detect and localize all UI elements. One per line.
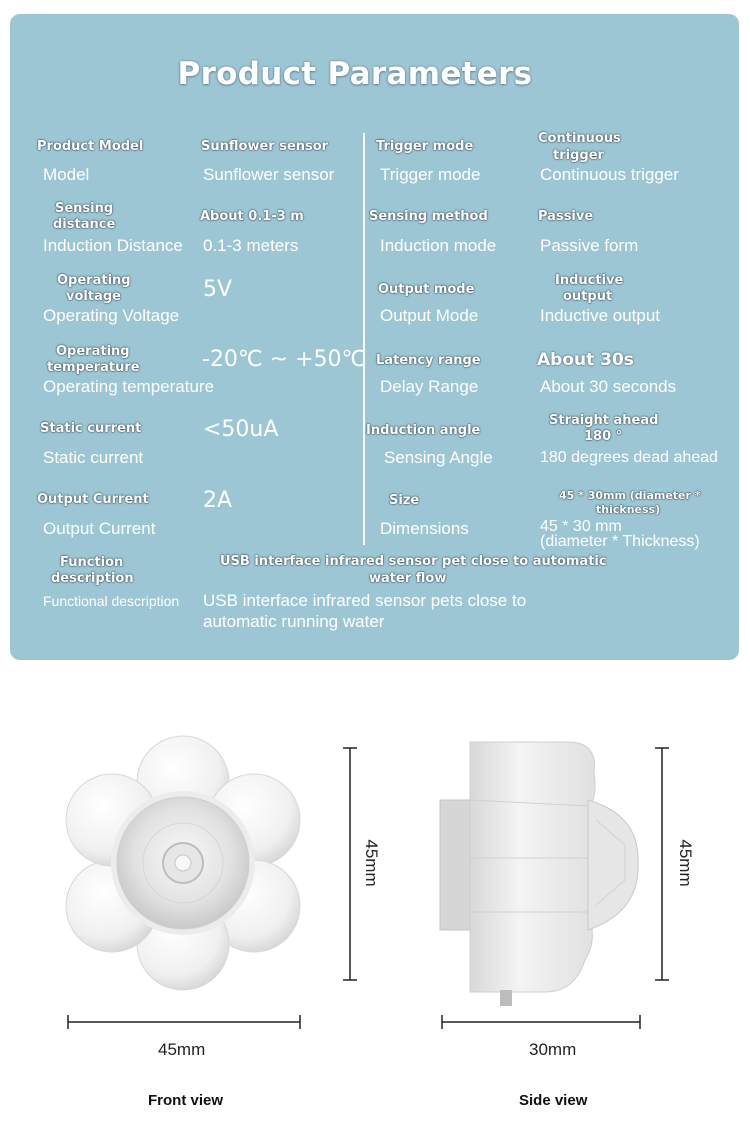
distance-value-label: About 0.1-3 m: [200, 209, 304, 224]
model-label: Product Model: [37, 139, 144, 154]
current-sub: Static current: [43, 448, 144, 467]
latency-value-label: About 30s: [537, 350, 634, 370]
current-value: <50uA: [203, 417, 279, 442]
angle-label: Induction angle: [366, 423, 481, 438]
angle-value-label-1: Straight ahead: [549, 413, 659, 428]
side-height-dimension: [655, 748, 669, 980]
output-current-sub: Output Current: [43, 519, 156, 538]
distance-sub: Induction Distance: [43, 236, 183, 255]
latency-sub: Delay Range: [380, 377, 479, 396]
side-height-label: 45mm: [676, 839, 695, 887]
output-mode-sub: Output Mode: [380, 306, 479, 325]
method-label: Sensing method: [369, 209, 488, 224]
model-sub: Model: [43, 165, 90, 184]
side-width-label: 30mm: [529, 1040, 577, 1059]
method-value-sub: Passive form: [540, 236, 639, 255]
temperature-value: -20℃ ~ +50℃: [202, 347, 367, 372]
side-view-label: Side view: [519, 1092, 588, 1109]
size-value-sub-2: (diameter * Thickness): [540, 533, 700, 550]
size-label: Size: [389, 493, 420, 508]
latency-value-sub: About 30 seconds: [540, 377, 677, 396]
front-width-label: 45mm: [158, 1040, 206, 1059]
method-value-label: Passive: [538, 209, 594, 224]
output-mode-value-label-1: Inductive: [555, 273, 624, 288]
trigger-value-label-1: Continuous: [538, 131, 621, 146]
angle-value-label-2: 180 °: [584, 429, 623, 444]
distance-value-sub: 0.1-3 meters: [203, 236, 299, 255]
function-value-label-2: water flow: [369, 571, 447, 586]
side-view-sensor: [440, 742, 638, 1006]
angle-value-sub: 180 degrees dead ahead: [540, 449, 718, 466]
output-current-label: Output Current: [37, 492, 149, 507]
trigger-sub: Trigger mode: [380, 165, 481, 184]
function-label-2: description: [51, 571, 134, 586]
front-view-sensor: [66, 736, 300, 990]
trigger-value-sub: Continuous trigger: [540, 165, 679, 184]
model-value-label: Sunflower sensor: [201, 139, 329, 154]
function-value-sub-1: USB interface infrared sensor pets close to: [203, 591, 527, 610]
front-height-label: 45mm: [362, 839, 381, 887]
side-width-dimension: [442, 1015, 640, 1029]
voltage-sub: Operating Voltage: [43, 306, 180, 325]
trigger-label: Trigger mode: [376, 139, 474, 154]
voltage-label-1: Operating: [57, 273, 131, 288]
output-current-value: 2A: [203, 488, 233, 513]
method-sub: Induction mode: [380, 236, 497, 255]
latency-label: Latency range: [376, 353, 481, 368]
function-value-sub-2: automatic running water: [203, 612, 385, 631]
temperature-label-1: Operating: [56, 344, 130, 359]
current-label: Static current: [40, 421, 142, 436]
output-mode-value-sub: Inductive output: [540, 306, 661, 325]
angle-sub: Sensing Angle: [384, 448, 493, 467]
output-mode-label: Output mode: [378, 282, 475, 297]
front-view-label: Front view: [148, 1092, 224, 1109]
temperature-sub: Operating temperature: [43, 377, 215, 396]
trigger-value-label-2: trigger: [553, 148, 604, 163]
size-value-label-2: thickness): [596, 503, 661, 516]
voltage-value: 5V: [203, 277, 233, 302]
distance-label-2: distance: [53, 217, 116, 232]
size-value-sub-1: 45 * 30 mm: [540, 518, 622, 535]
temperature-label-2: temperature: [47, 360, 140, 375]
page-title: Product Parameters: [177, 56, 533, 92]
voltage-label-2: voltage: [66, 289, 121, 304]
output-mode-value-label-2: output: [563, 289, 613, 304]
front-width-dimension: [68, 1015, 300, 1029]
front-height-dimension: [343, 748, 357, 980]
distance-label-1: Sensing: [55, 201, 114, 216]
function-label-1: Function: [60, 555, 124, 570]
size-sub: Dimensions: [380, 519, 469, 538]
function-value-label-1: USB interface infrared sensor pet close to automatic: [220, 554, 607, 569]
model-value-sub: Sunflower sensor: [203, 165, 335, 184]
function-sub: Functional description: [43, 593, 180, 609]
size-value-label-1: 45 * 30mm (diameter *: [559, 489, 701, 502]
